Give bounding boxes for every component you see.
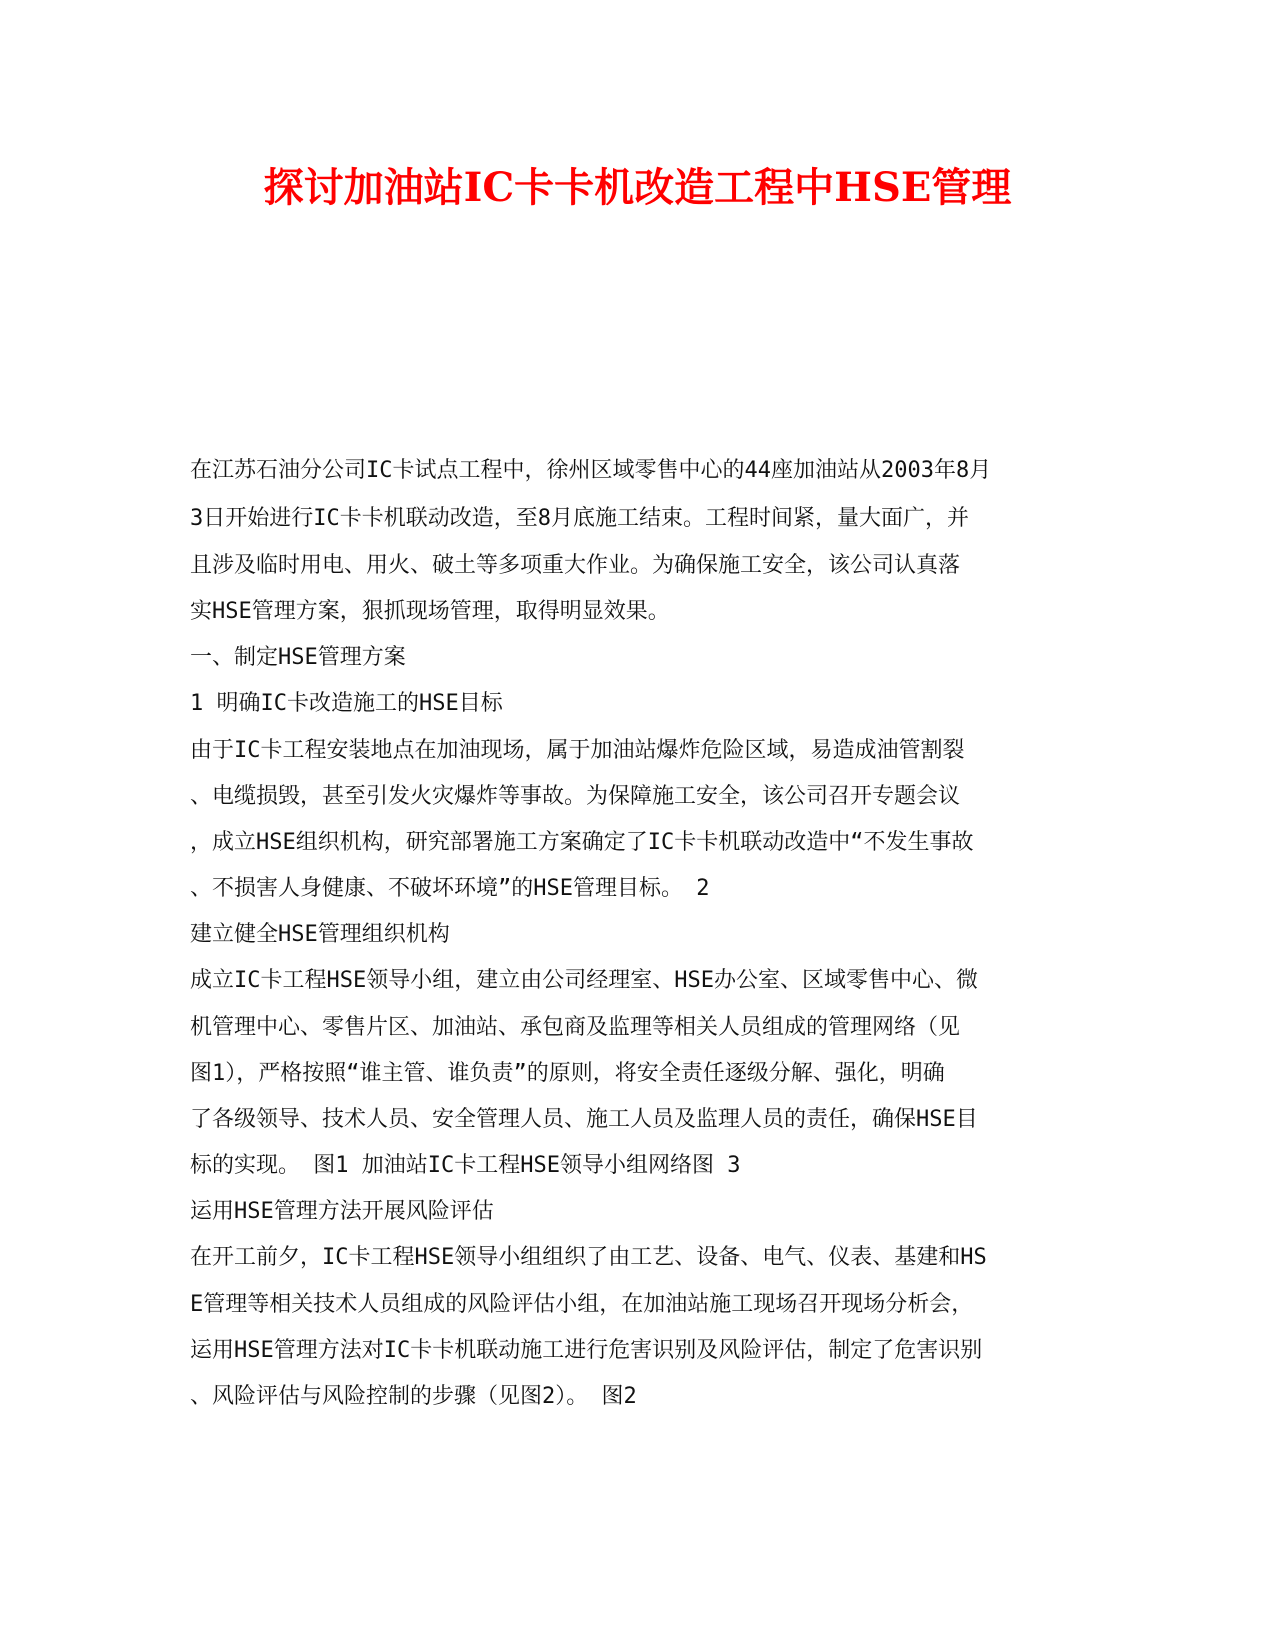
body-line: 图1），严格按照“谁主管、谁负责”的原则，将安全责任逐级分解、强化，明确 xyxy=(190,1061,945,1086)
body-line: 、不损害人身健康、不破坏环境”的HSE管理目标。 2 xyxy=(190,876,710,901)
body-line: 3日开始进行IC卡卡机联动改造，至8月底施工结束。工程时间紧，量大面广，并 xyxy=(190,506,969,531)
subsection-heading: 运用HSE管理方法开展风险评估 xyxy=(190,1199,494,1224)
body-line: 标的实现。 图1 加油站IC卡工程HSE领导小组网络图 3 xyxy=(190,1153,741,1178)
body-line: 、电缆损毁，甚至引发火灾爆炸等事故。为保障施工安全，该公司召开专题会议 xyxy=(190,784,961,809)
body-line: 且涉及临时用电、用火、破土等多项重大作业。为确保施工安全，该公司认真落 xyxy=(190,553,961,578)
body-line: 在开工前夕，IC卡工程HSE领导小组组织了由工艺、设备、电气、仪表、基建和HS xyxy=(190,1245,987,1270)
body-line: 成立IC卡工程HSE领导小组，建立由公司经理室、HSE办公室、区域零售中心、微 xyxy=(190,968,978,993)
document-title: 探讨加油站IC卡卡机改造工程中HSE管理 xyxy=(263,164,1012,211)
subsection-heading: 建立健全HSE管理组织机构 xyxy=(190,922,450,947)
body-line: E管理等相关技术人员组成的风险评估小组，在加油站施工现场召开现场分析会， xyxy=(190,1292,974,1317)
body-line: 了各级领导、技术人员、安全管理人员、施工人员及监理人员的责任，确保HSE目 xyxy=(190,1107,978,1132)
section-heading: 一、制定HSE管理方案 xyxy=(190,645,406,670)
body-line: 机管理中心、零售片区、加油站、承包商及监理等相关人员组成的管理网络（见 xyxy=(190,1015,961,1040)
body-line: ，成立HSE组织机构，研究部署施工方案确定了IC卡卡机联动改造中“不发生事故 xyxy=(190,830,974,855)
body-line: 在江苏石油分公司IC卡试点工程中，徐州区域零售中心的44座加油站从2003年8月 xyxy=(190,458,992,483)
subsection-heading: 1 明确IC卡改造施工的HSE目标 xyxy=(190,691,503,716)
body-line: 实HSE管理方案，狠抓现场管理，取得明显效果。 xyxy=(190,599,670,624)
body-line: 运用HSE管理方法对IC卡卡机联动施工进行危害识别及风险评估，制定了危害识别 xyxy=(190,1338,983,1363)
body-line: 、风险评估与风险控制的步骤（见图2）。 图2 xyxy=(190,1384,637,1409)
body-line: 由于IC卡工程安装地点在加油现场，属于加油站爆炸危险区域，易造成油管割裂 xyxy=(190,738,965,763)
